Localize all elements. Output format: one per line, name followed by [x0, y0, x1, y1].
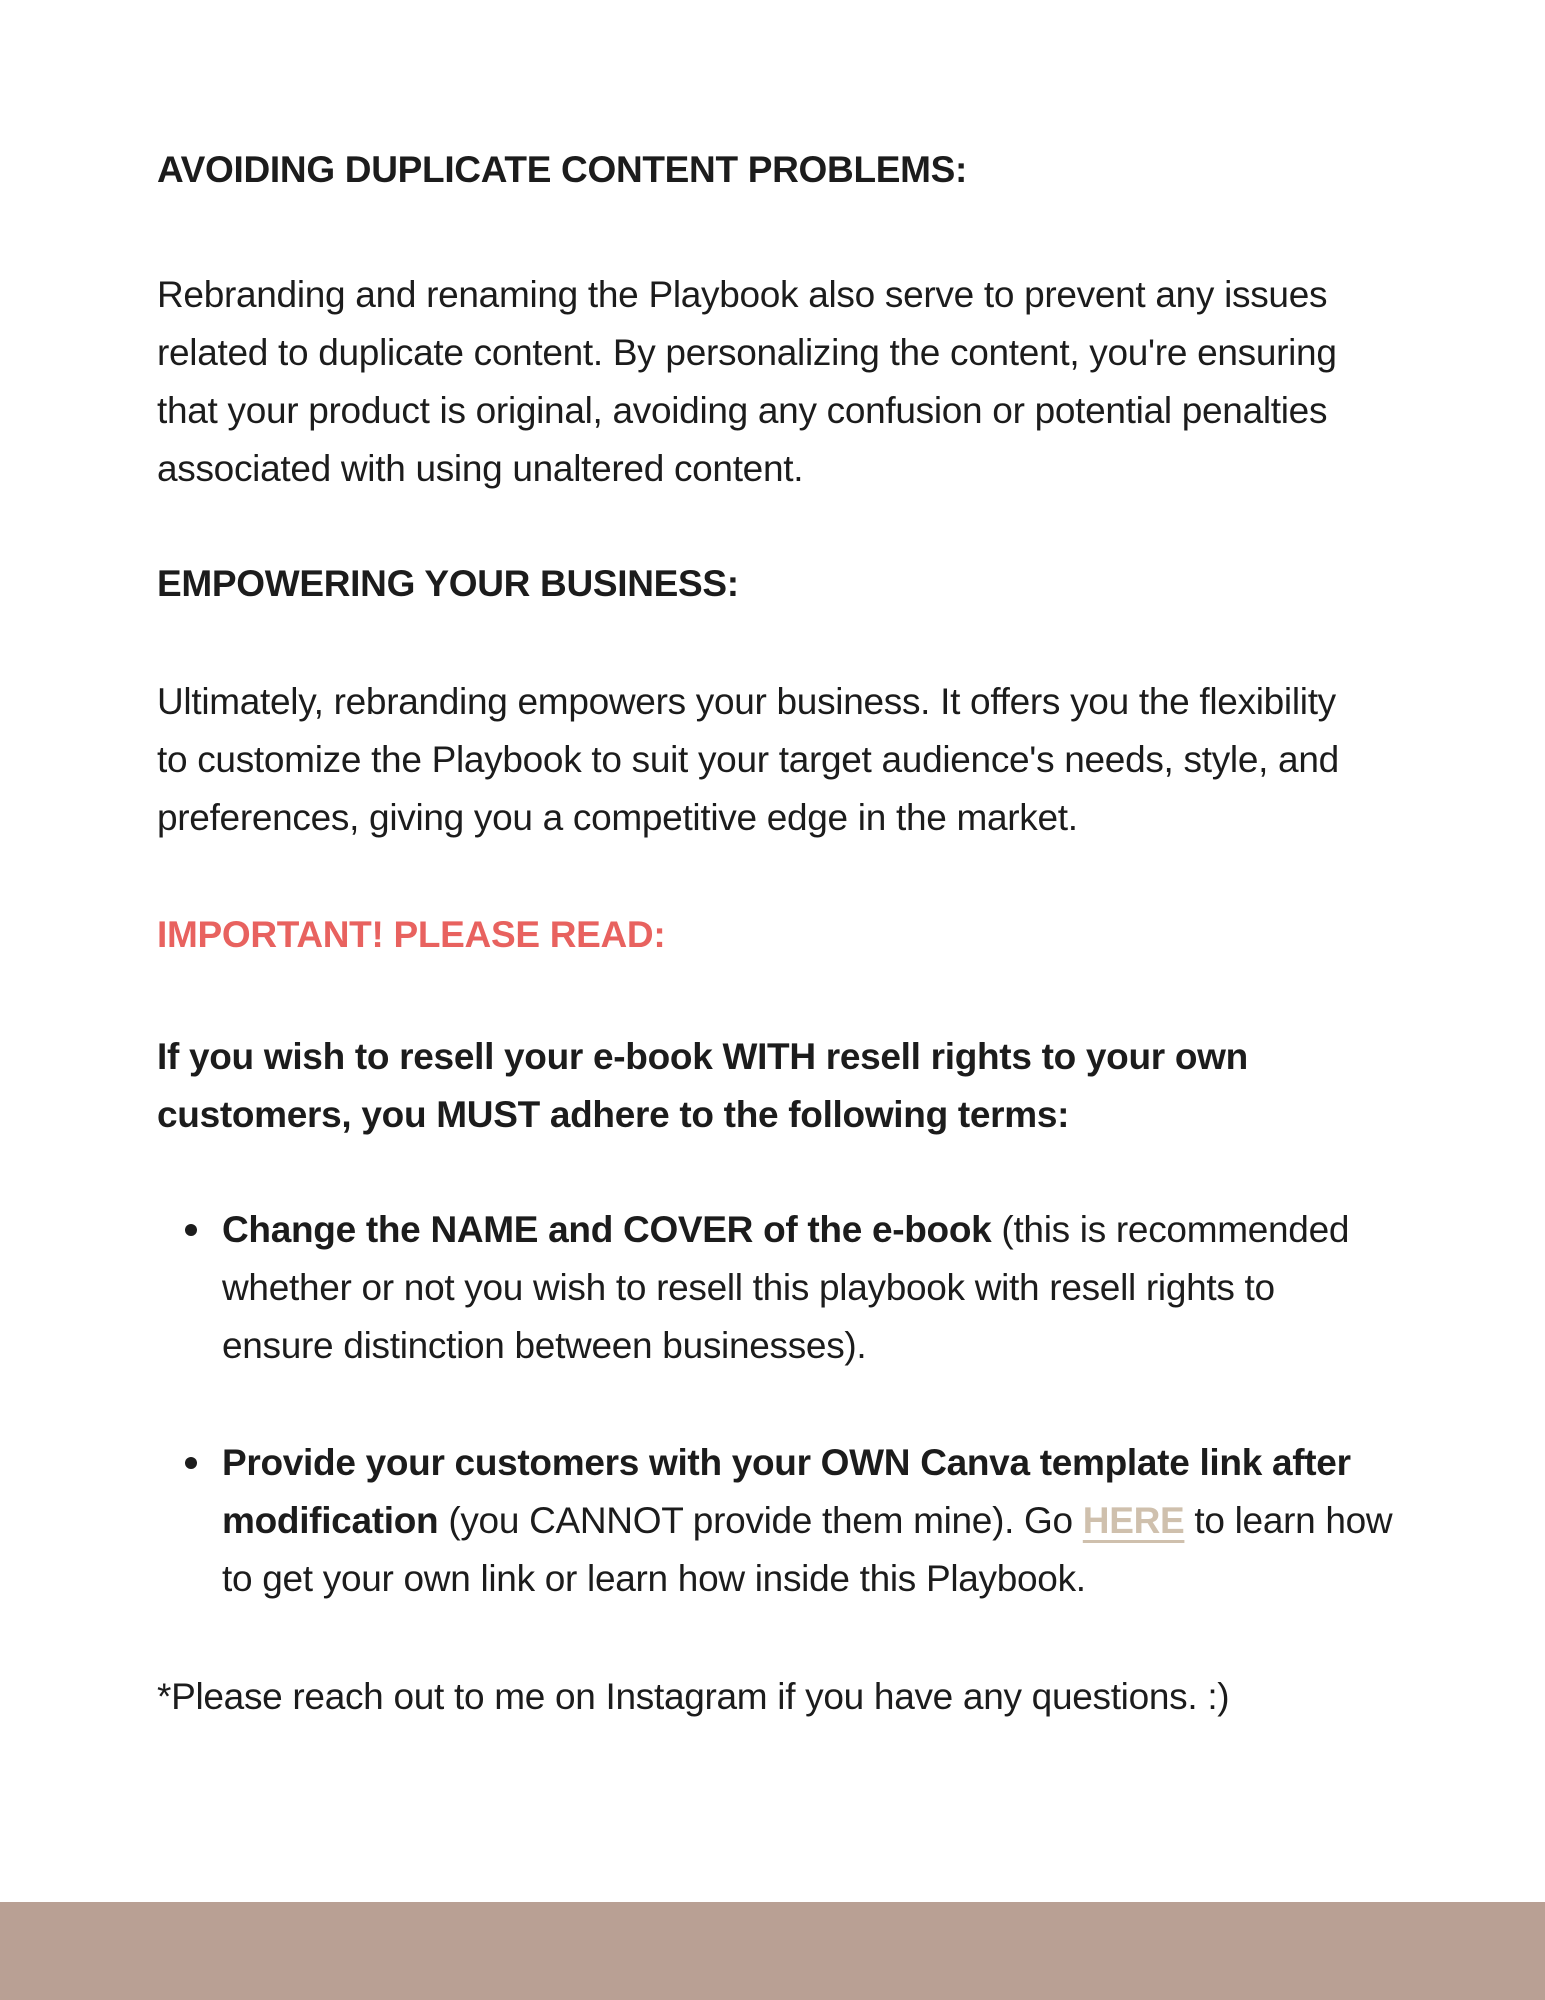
- paragraph-line: that your product is original, avoiding any confusion or potential penalties: [157, 390, 1328, 431]
- terms-bullet-list: [157, 1201, 1545, 1608]
- paragraph-line: associated with using unaltered content.: [157, 448, 804, 489]
- bullet-line: to get your own link or learn how inside this Playbook.: [222, 1558, 1086, 1599]
- paragraph-line: to customize the Playbook to suit your target audience's needs, style, and: [157, 739, 1339, 780]
- section-empowering-business: [157, 555, 1545, 613]
- bullet-bold-text: Change the NAME and COVER of the e-book: [222, 1209, 992, 1250]
- bullet-line: ensure distinction between businesses).: [222, 1325, 867, 1366]
- bullet-line: [222, 1201, 1545, 1259]
- bullet-regular-text: (this is recommended: [991, 1209, 1350, 1250]
- bullet-icon: [185, 1224, 197, 1236]
- avoiding-heading: AVOIDING DUPLICATE CONTENT PROBLEMS:: [157, 149, 968, 190]
- bullet-line: whether or not you wish to resell this playbook with resell rights to: [222, 1267, 1275, 1308]
- note-line: *Please reach out to me on Instagram if you have any questions. :): [157, 1676, 1230, 1717]
- footer-bar: [0, 1902, 1545, 2000]
- instagram-note: [157, 1668, 1545, 1726]
- bullet-change-name-cover: [157, 1201, 1545, 1375]
- bullet-regular-text: (you CANNOT provide them mine). Go: [438, 1500, 1083, 1541]
- important-intro-paragraph: [157, 1028, 1545, 1144]
- empowering-paragraph: [157, 673, 1545, 847]
- section-important-read: [157, 906, 1545, 964]
- bullet-line: [222, 1492, 1545, 1550]
- paragraph-line: Rebranding and renaming the Playbook also serve to prevent any issues: [157, 274, 1328, 315]
- empowering-heading: EMPOWERING YOUR BUSINESS:: [157, 563, 739, 604]
- here-link[interactable]: HERE: [1082, 1500, 1185, 1541]
- bullet-bold-text: Provide your customers with your OWN Canva template link after: [222, 1442, 1351, 1483]
- section-avoiding-duplicate-content: [157, 141, 1545, 199]
- paragraph-line: customers, you MUST adhere to the following terms:: [157, 1094, 1070, 1135]
- bullet-icon: [185, 1457, 197, 1469]
- bullet-own-canva-link: [157, 1434, 1545, 1608]
- paragraph-line: Ultimately, rebranding empowers your business. It offers you the flexibility: [157, 681, 1336, 722]
- paragraph-line: If you wish to resell your e-book WITH resell rights to your own: [157, 1036, 1248, 1077]
- bullet-bold-text: modification: [222, 1500, 439, 1541]
- bullet-regular-text: to learn how: [1184, 1500, 1393, 1541]
- bullet-line: [222, 1434, 1545, 1492]
- important-heading: IMPORTANT! PLEASE READ:: [157, 914, 666, 955]
- paragraph-line: preferences, giving you a competitive edge in the market.: [157, 797, 1078, 838]
- paragraph-line: related to duplicate content. By personalizing the content, you're ensuring: [157, 332, 1337, 373]
- avoiding-paragraph: [157, 266, 1545, 498]
